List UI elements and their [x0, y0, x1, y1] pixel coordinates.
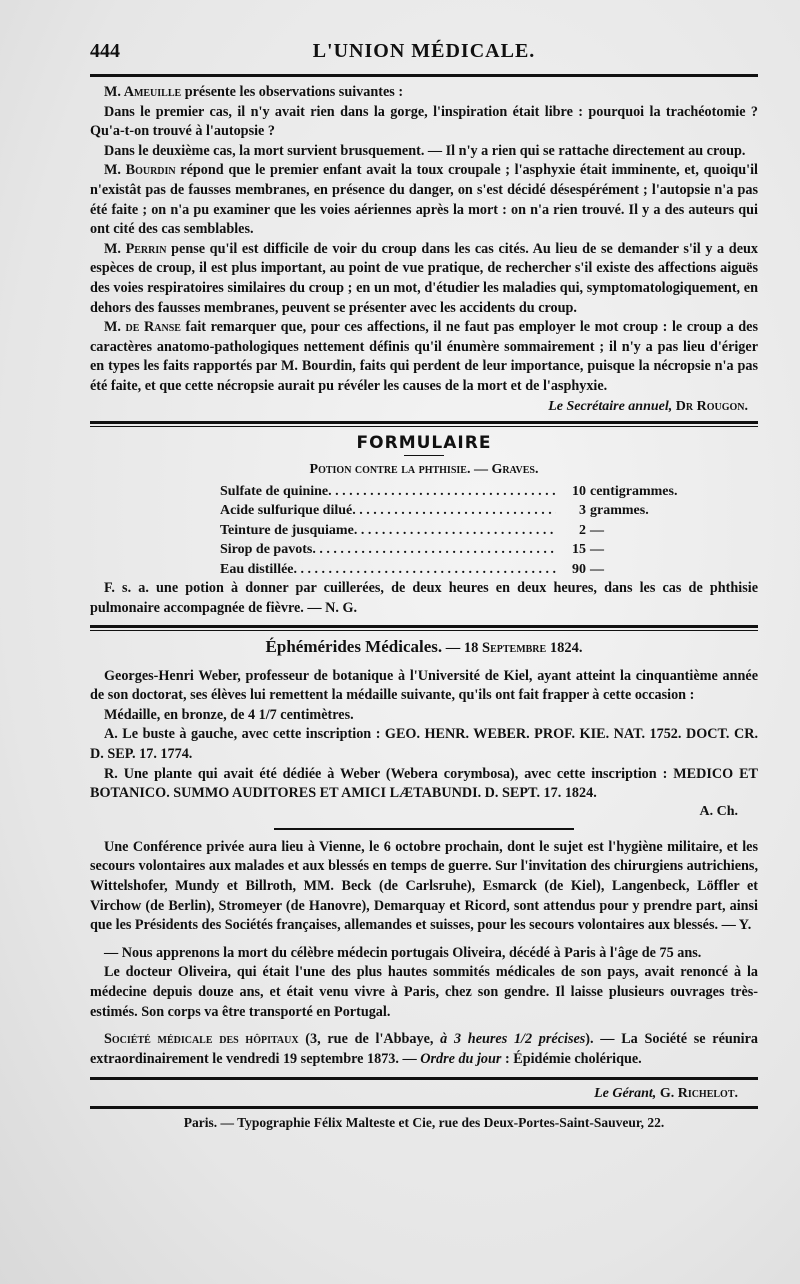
minutes-paragraph: M. de Ranse fait remarquer que, pour ces affections, il ne faut pas employer le mot croup : le croup a des caractères anatomo-pathologiques nettement définis qu'il énumère sommairement ; il n'y a pas lieu d'ériger en types les faits rapportés par M. Bourdin, faits qui perdent de leur importance, puisque la nécropsie n'a pas été faite, et que cette nécropsie aurait pu révéler les causes de la mort et de l'asphyxie. [90, 319, 758, 394]
ingredient-row: Eau distillée . . . 90 — [220, 560, 740, 580]
news-divider [274, 828, 574, 830]
manager-signature: Le Gérant, G. Richelot. [594, 1086, 738, 1102]
ingredient-row: Teinture de jusquiame . . . 2 — [220, 521, 740, 541]
minutes-paragraph: M. Ameuille présente les observations suivantes : [104, 84, 404, 100]
short-divider [404, 455, 444, 456]
ephemerides-paragraph: A. Le buste à gauche, avec cette inscription : GEO. HENR. WEBER. PROF. KIE. NAT. 1752. DOCT. CR. D. SEP. 17. 1774. [90, 726, 758, 763]
news-section [90, 838, 758, 1070]
news-paragraph: — Nous apprenons la mort du célèbre médecin portugais Oliveira, décédé à Paris à l'âge de 75 ans. [104, 944, 702, 961]
header-rule [90, 74, 758, 77]
section-rule [90, 625, 758, 631]
ephemerides-title: Éphémérides Médicales. — 18 Septembre 1824. [265, 636, 583, 656]
ephemerides-paragraph: R. Une plante qui avait été dédiée à Weber (Webera corymbosa), avec cette inscription : MEDICO ET BOTANICO. SUMMO AUDITORES ET AMICI LÆTABUNDI. D. SEPT. 17. 1824. [90, 765, 758, 802]
minutes-paragraph: Dans le deuxième cas, la mort survient brusquement. — Il n'y a rien qui se rattache directement au croup. [104, 142, 746, 159]
potion-title: Potion contre la phthisie. — Graves. [309, 461, 539, 477]
ephemerides-initials: A. Ch. [699, 803, 738, 819]
ephemerides-section [90, 637, 758, 820]
imprint-rule [90, 1106, 758, 1109]
society-notice: Société médicale des hôpitaux (3, rue de l'Abbaye, à 3 heures 1/2 précises). — La Société se réunira extraordinairement le vendredi 19 septembre 1873. — Ordre du jour : Épidémie cholérique. [90, 1031, 758, 1067]
formulaire-title: FORMULAIRE [356, 432, 492, 453]
ephemerides-paragraph: Médaille, en bronze, de 4 1/7 centimètres. [104, 706, 354, 723]
ephemerides-paragraph: Georges-Henri Weber, professeur de botanique à l'Université de Kiel, ayant atteint la cinquantième année de son doctorat, ses élèves lui remettent la médaille suivante, qu'ils ont fait frapper à cette occasion : [90, 667, 758, 704]
minutes-paragraph: Dans le premier cas, il n'y avait rien dans la gorge, l'inspiration était libre : pourquoi la trachéotomie ? Qu'a-t-on trouvé à l'autopsie ? [90, 103, 758, 140]
journal-title: L'UNION MÉDICALE. [312, 40, 536, 62]
ingredient-row: Sulfate de quinine . . . 10 centigrammes. [220, 482, 740, 502]
minutes-paragraph: M. Perrin pense qu'il est difficile de voir du croup dans les cas cités. Au lieu de se demander s'il y a deux espèces de croup, il est plus important, au point de vue pratique, de rechercher s'il existe des affections aiguës des voies respiratoires similaires du croup ; en un mot, d'étudier les maladies qui, symptomatologiquement, en dehors des fausses membranes, peuvent se présenter avec les accidents du croup. [90, 240, 758, 316]
news-paragraph: Le docteur Oliveira, qui était l'une des plus hautes sommités médicales de son pays, avait renoncé à la médecine depuis douze ans, et était venu vivre à Paris, chez son gendre. Il laisse plusieurs ouvrages très-estimés. Son corps va être transporté en Portugal. [90, 964, 758, 1020]
page-header [90, 40, 758, 66]
formulaire-instructions: F. s. a. une potion à donner par cuillerées, de deux heures en deux heures, dans les cas de phthisie pulmonaire accompagnée de fièvre. — N. G. [90, 580, 758, 617]
minutes-paragraph: M. Bourdin répond que le premier enfant avait la toux croupale ; l'asphyxie était imminente, et, quoiqu'il n'existât pas de fausses membranes, en présence du danger, on s'est décidé désespérément ; l'autopsie n'a pas été faite ; on n'a pu examiner que les voies aériennes après la mort : on n'a rien trouvé. Il y a des auteurs qui ont cité des cas semblables. [90, 162, 758, 238]
page-number: 444 [90, 40, 120, 62]
minutes-section [90, 83, 758, 415]
imprint-line: Paris. — Typographie Félix Malteste et Cie, rue des Deux-Portes-Saint-Sauveur, 22. [183, 1115, 665, 1131]
minutes-signature: Le Secrétaire annuel, Dr Rougon. [548, 398, 748, 414]
footer-rule [90, 1077, 758, 1080]
ingredient-row: Sirop de pavots . . . 15 — [220, 540, 740, 560]
ingredient-list [220, 482, 740, 580]
ingredient-row: Acide sulfurique dilué . . . 3 grammes. [220, 501, 740, 521]
news-paragraph: Une Conférence privée aura lieu à Vienne, le 6 octobre prochain, dont le sujet est l'hygiène militaire, et les secours volontaires aux malades et aux blessés en temps de guerre. Sur l'invitation des chirurgiens autrichiens, Wittelshofer, Mundy et Billroth, MM. Beck (de Carlsruhe), Esmarck (de Kiel), Langenbeck, Löffler et Virchow (de Berlin), Stromeyer (de Hanovre), Demarquay et Ricord, sont attendus pour y prendre part, ainsi que les Présidents des Sociétés françaises, allemandes et suisses, pour les secours volontaires aux blessés. — Y. [90, 838, 758, 934]
formulaire-section [90, 433, 758, 619]
section-rule [90, 421, 758, 427]
